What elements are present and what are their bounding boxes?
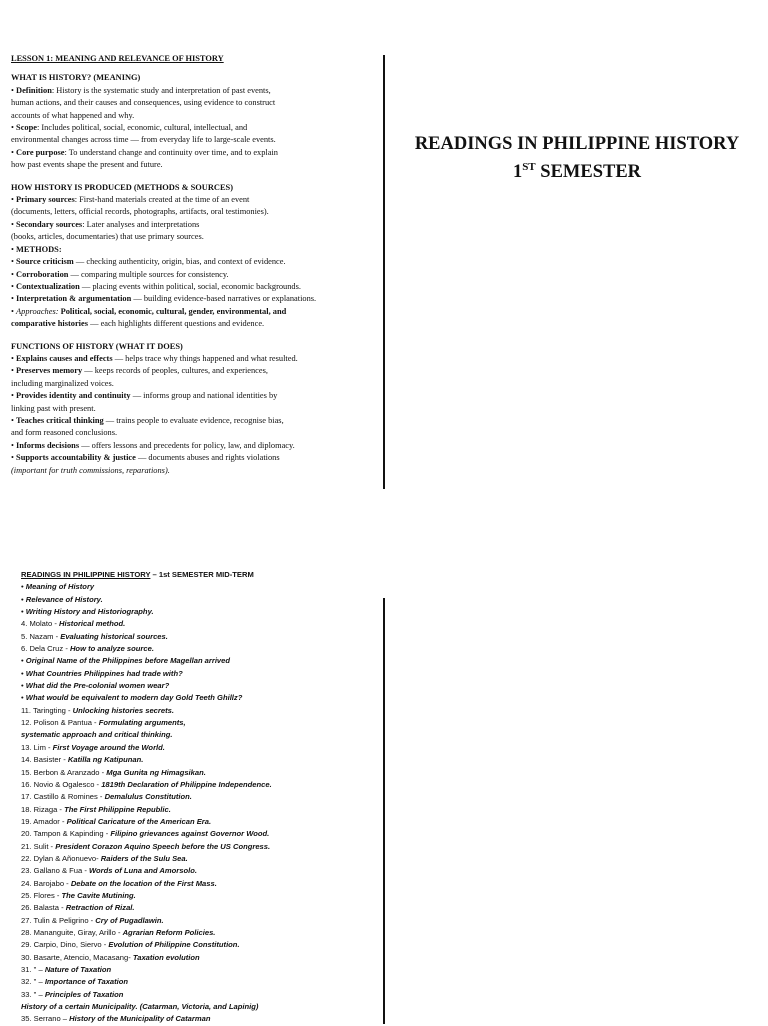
midterm-list-item: 24. Barojabo - Debate on the location of the First Mass. [21, 878, 217, 888]
midterm-list-item: 19. Amador - Political Caricature of the American Era. [21, 816, 212, 826]
approaches-line-2: comparative histories — each highlights different questions and evidence. [11, 319, 265, 329]
vertical-divider-bottom [383, 598, 385, 1024]
cover-title [392, 130, 762, 186]
midterm-list-item: History of a certain Municipality. (Catarman, Victoria, and Lapinig) [21, 1002, 259, 1012]
corroboration-line: • Corroboration — comparing multiple sources for consistency. [11, 269, 229, 279]
midterm-list-item: • Original Name of the Philippines before Magellan arrived [21, 656, 231, 666]
midterm-list-item: 17. Castillo & Romines - Demalulus Constitution. [21, 792, 192, 802]
midterm-items [21, 581, 381, 1025]
secondary-line-2: (books, articles, documentaries) that use primary sources. [11, 232, 204, 242]
section-heading-how: HOW HISTORY IS PRODUCED (METHODS & SOURCES) [11, 182, 233, 192]
primary-line: • Primary sources: First-hand materials created at the time of an event [11, 195, 250, 205]
secondary-line: • Secondary sources: Later analyses and interpretations [11, 219, 200, 229]
midterm-list-item: 12. Polison & Pantua - Formulating arguments, [21, 718, 186, 728]
midterm-list-item: 33. " – Principles of Taxation [21, 989, 124, 999]
interpretation-line: • Interpretation & argumentation — building evidence-based narratives or explanations. [11, 294, 317, 304]
midterm-list-item: 20. Tampon & Kapinding - Filipino grievances against Governor Wood. [21, 829, 270, 839]
function-line-4b: and form reasoned conclusions. [11, 428, 118, 438]
midterm-list-item: • Meaning of History [21, 582, 95, 592]
definition-line: • Definition: History is the systematic study and interpretation of past events, [11, 85, 271, 95]
midterm-header: READINGS IN PHILIPPINE HISTORY – 1st SEMESTER MID-TERM [21, 570, 254, 579]
definition-line-2: human actions, and their causes and consequences, using evidence to construct [11, 98, 276, 108]
function-line-5: • Informs decisions — offers lessons and precedents for policy, law, and diplomacy. [11, 440, 295, 450]
scope-line: • Scope: Includes political, social, economic, cultural, intellectual, and [11, 123, 248, 133]
midterm-list-item: • What did the Pre-colonial women wear? [21, 681, 170, 691]
context-line: • Contextualization — placing events within political, social, economic backgrounds. [11, 281, 301, 291]
midterm-list-item: 29. Carpio, Dino, Siervo - Evolution of Philippine Constitution. [21, 940, 240, 950]
approaches-line: • Approaches: Political, social, economic, cultural, gender, environmental, and [11, 306, 287, 316]
vertical-divider-top [383, 55, 385, 489]
midterm-list-item: 30. Basarte, Atencio, Macasang- Taxation evolution [21, 952, 200, 962]
purpose-line-2: how past events shape the present and future. [11, 160, 163, 170]
midterm-list-item: 16. Novio & Ogalesco - 1819th Declaration of Philippine Independence. [21, 779, 272, 789]
purpose-line: • Core purpose: To understand change and continuity over time, and to explain [11, 147, 278, 157]
midterm-list-item: 35. Serrano – History of the Municipality of Catarman [21, 1014, 211, 1024]
lesson-title: LESSON 1: MEANING AND RELEVANCE OF HISTORY [11, 54, 224, 63]
function-line-1: • Explains causes and effects — helps trace why things happened and what resulted. [11, 353, 298, 363]
midterm-list-item: 18. Rizaga - The First Philippine Republic. [21, 804, 171, 814]
function-line-6b: (important for truth commissions, reparations). [11, 465, 170, 475]
function-line-6: • Supports accountability & justice — documents abuses and rights violations [11, 453, 280, 463]
section-heading-what: WHAT IS HISTORY? (MEANING) [11, 73, 141, 83]
definition-line-3: accounts of what happened and why. [11, 110, 135, 120]
primary-line-2: (documents, letters, official records, photographs, artifacts, oral testimonies). [11, 207, 269, 217]
function-line-4: • Teaches critical thinking — trains people to evaluate evidence, recognise bias, [11, 415, 284, 425]
function-line-3: • Provides identity and continuity — informs group and national identities by [11, 391, 278, 401]
midterm-list-item: 28. Mananguite, Giray, Arillo - Agrarian Reform Policies. [21, 927, 216, 937]
midterm-list-item: 6. Dela Cruz - How to analyze source. [21, 644, 154, 654]
midterm-list-item: • What Countries Philippines had trade with? [21, 668, 183, 678]
midterm-topic-list [21, 569, 381, 1026]
criticism-line: • Source criticism — checking authenticity, origin, bias, and context of evidence. [11, 257, 286, 267]
midterm-list-item: • Writing History and Historiography. [21, 607, 154, 617]
midterm-list-item: 15. Berbon & Aranzado - Mga Gunita ng Himagsikan. [21, 767, 206, 777]
midterm-list-item: • What would be equivalent to modern day Gold Teeth Ghillz? [21, 693, 243, 703]
midterm-list-item: 23. Gallano & Fua - Words of Luna and Amorsolo. [21, 866, 197, 876]
midterm-list-item: 21. Sulit - President Corazon Aquino Speech before the US Congress. [21, 841, 271, 851]
midterm-list-item: systematic approach and critical thinking. [21, 730, 173, 740]
function-line-2b: including marginalized voices. [11, 378, 114, 388]
function-line-2: • Preserves memory — keeps records of peoples, cultures, and experiences, [11, 366, 268, 376]
function-line-3b: linking past with present. [11, 403, 96, 413]
midterm-list-item: 11. Taringting - Unlocking histories secrets. [21, 705, 174, 715]
midterm-list-item: 22. Dylan & Añonuevo- Raiders of the Sulu Sea. [21, 853, 188, 863]
midterm-list-item: 26. Balasta - Retraction of Rizal. [21, 903, 135, 913]
methods-line: • METHODS: [11, 244, 62, 254]
cover-title-line-1: READINGS IN PHILIPPINE HISTORY [414, 134, 740, 154]
midterm-list-item: 32. " – Importance of Taxation [21, 977, 129, 987]
cover-title-line-2: 1ST SEMESTER [512, 161, 642, 182]
scope-line-2: environmental changes across time — from everyday life to large-scale events. [11, 135, 276, 145]
midterm-list-item: 14. Basister - Katilla ng Katipunan. [21, 755, 144, 765]
midterm-list-item: 5. Nazam - Evaluating historical sources. [21, 631, 168, 641]
section-heading-functions: FUNCTIONS OF HISTORY (WHAT IT DOES) [11, 341, 183, 351]
midterm-list-item: 13. Lim - First Voyage around the World. [21, 742, 165, 752]
lesson-notes [11, 53, 371, 477]
midterm-list-item: 27. Tulin & Peligrino - Cry of Pugadlawin. [21, 915, 164, 925]
midterm-list-item: 4. Molato - Historical method. [21, 619, 126, 629]
midterm-list-item: • Relevance of History. [21, 594, 103, 604]
midterm-list-item: 25. Flores - The Cavite Mutining. [21, 890, 136, 900]
midterm-list-item: 31. " – Nature of Taxation [21, 965, 112, 974]
